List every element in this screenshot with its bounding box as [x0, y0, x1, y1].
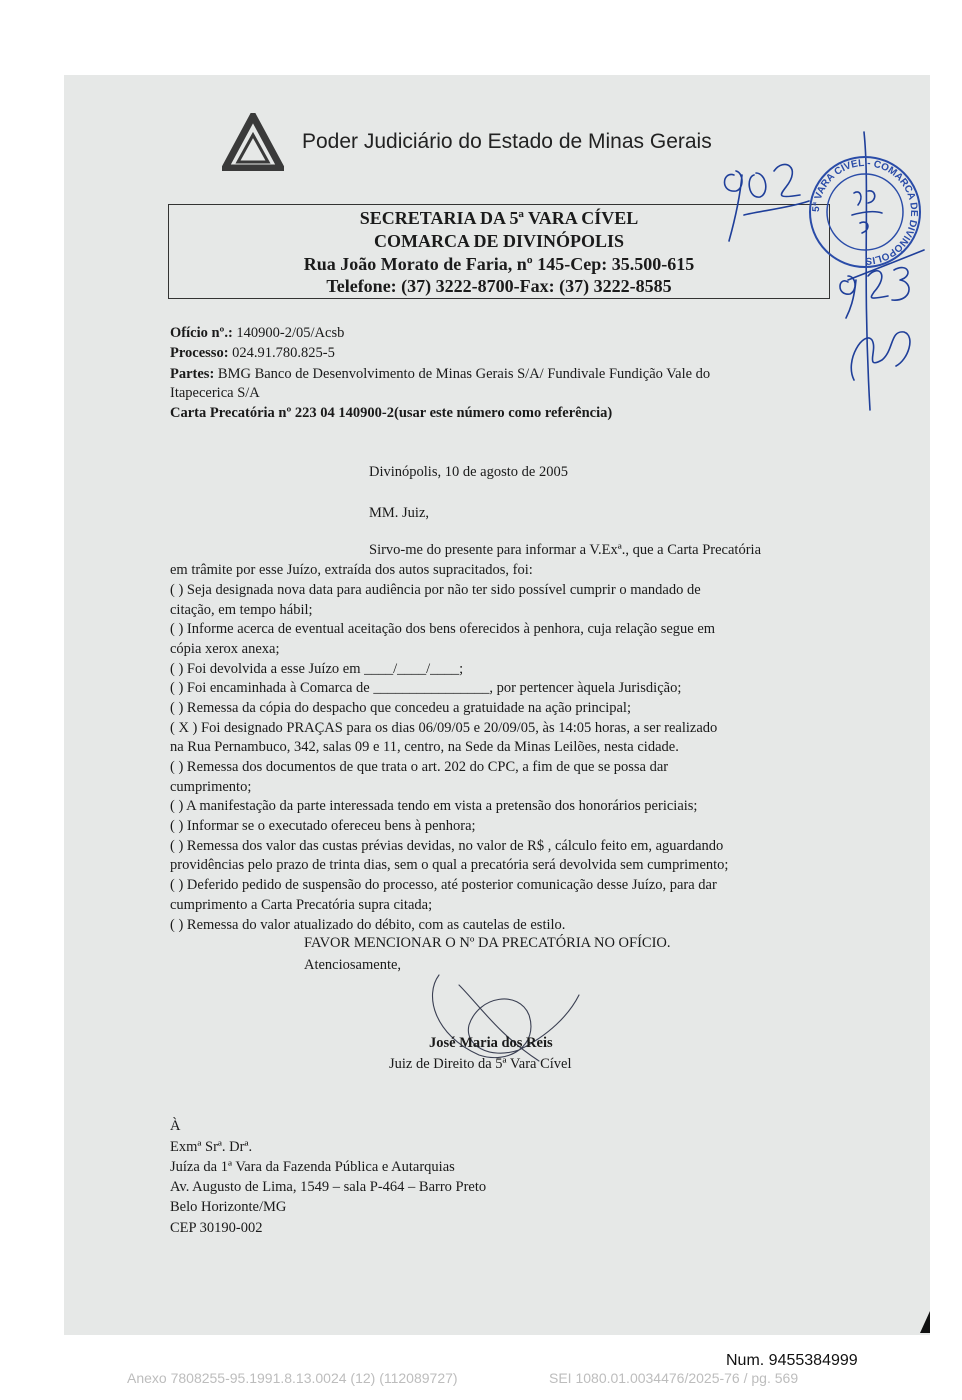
comarca-name: COMARCA DE DIVINÓPOLIS — [373, 231, 625, 251]
oficio-line — [170, 325, 344, 342]
processo-label: Processo: — [170, 345, 229, 361]
option-line: providências pelo prazo de trinta dias, sem o qual a precatória será devolvida sem cumprimento; — [170, 857, 729, 873]
document-number: Num. 9455384999 — [726, 1352, 858, 1369]
seal-circular-text: 5ª VARA CÍVEL - COMARCA DE DIVINÓPOLIS — [810, 157, 920, 267]
phone-fax: Telefone: (37) 3222-8700-Fax: (37) 3222-8585 — [326, 276, 672, 296]
signer-title: Juiz de Direito da 5ª Vara Cível — [389, 1056, 572, 1072]
scan-corner-mark — [920, 1311, 930, 1333]
option-line: citação, em tempo hábil; — [170, 602, 313, 618]
recipient-city: Belo Horizonte/MG — [170, 1199, 287, 1215]
partes-line — [170, 366, 710, 383]
letter-intro-line-2: em trâmite por esse Juízo, extraída dos autos supracitados, foi: — [170, 562, 533, 578]
option-line: ( ) Remessa da cópia do despacho que concedeu a gratuidade na ação principal; — [170, 700, 631, 716]
option-line: ( ) Remessa do valor atualizado do débito, com as cautelas de estilo. — [170, 917, 566, 933]
recipient-prefix: À — [170, 1118, 181, 1134]
option-line: ( ) Informar se o executado ofereceu bens à penhora; — [170, 818, 476, 834]
oficio-label: Ofício nº.: — [170, 325, 233, 341]
scanned-document-page — [64, 75, 930, 1335]
option-line: ( ) Foi devolvida a esse Juízo em ____/____/____; — [170, 661, 464, 677]
partes-line-2: Itapecerica S/A — [170, 385, 260, 401]
judiciary-triangle-logo — [222, 113, 284, 171]
option-line: ( ) Remessa dos valor das custas prévias devidas, no valor de R$ , cálculo feito em, aguardando — [170, 838, 724, 854]
option-line: ( ) Seja designada nova data para audiência por não ter sido possível cumprir o mandado de — [170, 582, 701, 598]
annex-reference: Anexo 7808255-95.1991.8.13.0024 (12) (112089727) — [127, 1370, 458, 1386]
processo-line — [170, 345, 335, 362]
closing-regards: Atenciosamente, — [304, 957, 402, 973]
carta-precatoria-reference: Carta Precatória nº 223 04 140900-2(usar este número como referência) — [170, 405, 613, 421]
oficio-value: 140900-2/05/Acsb — [236, 325, 345, 341]
option-line: ( ) Deferido pedido de suspensão do processo, até posterior comunicação desse Juízo, para dar — [170, 877, 717, 893]
letter-salutation: MM. Juiz, — [369, 505, 430, 521]
option-line: ( ) Foi encaminhada à Comarca de ________________, por pertencer àquela Jurisdição; — [170, 680, 682, 696]
court-header-title: Poder Judiciário do Estado de Minas Gerais — [302, 130, 712, 153]
partes-label: Partes: — [170, 366, 215, 382]
letter-date: Divinópolis, 10 de agosto de 2005 — [369, 464, 568, 480]
option-line: ( ) Informe acerca de eventual aceitação dos bens oferecidos à penhora, cuja relação segue em — [170, 621, 716, 637]
option-line: cópia xerox anexa; — [170, 641, 280, 657]
partes-value: BMG Banco de Desenvolvimento de Minas Gerais S/A/ Fundivale Fundição Vale do — [217, 366, 711, 382]
recipient-street: Av. Augusto de Lima, 1549 – sala P-464 – Barro Preto — [170, 1179, 487, 1195]
option-line-selected: ( X ) Foi designado PRAÇAS para os dias 06/09/05 e 20/09/05, às 14:05 horas, a ser realizado — [170, 720, 718, 736]
option-line: cumprimento; — [170, 779, 252, 795]
option-line: na Rua Pernambuco, 342, salas 09 e 11, centro, na Sede da Minas Leilões, nesta cidade. — [170, 739, 679, 755]
street-address: Rua João Morato de Faria, nº 145-Cep: 35.500-615 — [303, 254, 695, 274]
letter-intro-line-1: Sirvo-me do presente para informar a V.Exª., que a Carta Precatória — [369, 542, 762, 558]
notice-mention-number: FAVOR MENCIONAR O Nº DA PRECATÓRIA NO OFÍCIO. — [304, 935, 671, 951]
recipient-cep: CEP 30190-002 — [170, 1220, 263, 1236]
option-line: ( ) Remessa dos documentos de que trata o art. 202 do CPC, a fim de que se possa dar — [170, 759, 669, 775]
signer-name: José Maria dos Reis — [429, 1035, 553, 1051]
processo-value: 024.91.780.825-5 — [232, 345, 335, 361]
sei-page-reference: SEI 1080.01.0034476/2025-76 / pg. 569 — [549, 1370, 799, 1386]
court-round-seal-stamp — [806, 153, 924, 271]
option-line: cumprimento a Carta Precatória supra citada; — [170, 897, 433, 913]
recipient-salutation: Exmª Srª. Drª. — [170, 1139, 253, 1155]
option-line: ( ) A manifestação da parte interessada tendo em vista a pretensão dos honorários periciais; — [170, 798, 698, 814]
recipient-court: Juíza da 1ª Vara da Fazenda Pública e Autarquias — [170, 1159, 455, 1175]
secretariat-name: SECRETARIA DA 5ª VARA CÍVEL — [359, 208, 639, 228]
